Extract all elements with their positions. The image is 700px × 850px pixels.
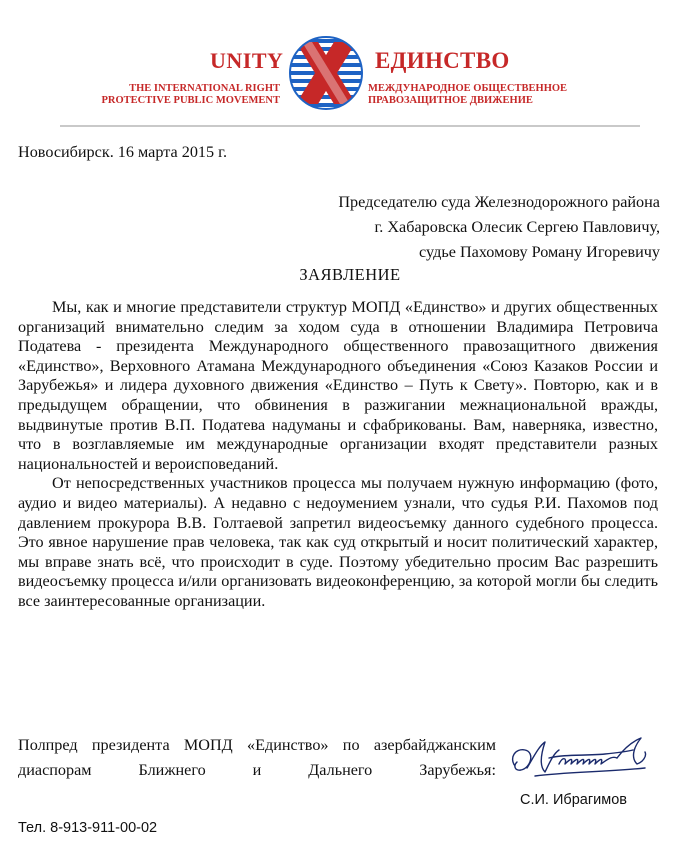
city-date: Новосибирск. 16 марта 2015 г. (18, 143, 228, 161)
addressee-line2: г. Хабаровска Олесик Сергею Павловичу, (374, 218, 660, 236)
brand-name-en: UNITY (210, 48, 284, 73)
closing-block (18, 733, 496, 783)
addressee-line1: Председателю суда Железнодорожного района (338, 193, 660, 211)
signer-name: С.И. Ибрагимов (520, 792, 627, 808)
subtitle-en (80, 83, 280, 107)
subtitle-ru-line2: ПРАВОЗАЩИТНОЕ ДВИЖЕНИЕ (368, 95, 533, 106)
subtitle-en-line2: PROTECTIVE PUBLIC MOVEMENT (101, 95, 280, 106)
closing-line1: Полпред президента МОПД «Единство» по азербайджанским (18, 736, 496, 754)
subtitle-en-line1: THE INTERNATIONAL RIGHT (129, 83, 280, 94)
statement-body (18, 298, 658, 612)
closing-line2: диаспорам Ближнего и Дальнего Зарубежья: (18, 761, 496, 779)
letterhead (60, 0, 640, 127)
addressee-block (240, 190, 660, 265)
paragraph-1: Мы, как и многие представители структур МОПД «Единство» и других общественных организаций внимательно следим за ходом суда в отношении Владимира Петровича Податева - президента Международного общественного правозащитного движения «Единство», Верховного Атамана Международного объединения «Союз Казаков России и Зарубежья» и лидера духовного движения «Единство – Путь к Свету». Повторю, как и в предыдущем обращении, что обвинения в разжигании межнациональной вражды, выдвинутые против В.П. Податева надуманы и сфабрикованы. Вам, наверняка, известно, что в возглавляемые им международные организации входят представители разных национальностей и вероисповеданий. (18, 298, 658, 473)
phone-number: Тел. 8-913-911-00-02 (18, 820, 158, 836)
paragraph-2: От непосредственных участников процесса мы получаем нужную информацию (фото, аудио и видео материалы). А недавно с недоумением узнали, что судья Р.И. Пахомов под давлением прокурора В.В. Голтаевой запретил видеосъемку данного судебного процесса. Это явное нарушение прав человека, так как суд открытый и носит политический характер, мы вправе знать всё, что происходит в суде. Поэтому убедительно просим Вас разрешить видеосъемку процесса и/или организовать видеоконференцию, за которой могли бы следить все заинтересованные организации. (18, 474, 658, 610)
addressee-line3: судье Пахомову Роману Игоревичу (419, 243, 660, 261)
subtitle-ru (368, 83, 608, 107)
document-title: ЗАЯВЛЕНИЕ (299, 265, 401, 284)
brand-name-ru: ЕДИНСТВО (375, 48, 510, 73)
handwritten-signature-icon (505, 728, 655, 788)
subtitle-ru-line1: МЕЖДУНАРОДНОЕ ОБЩЕСТВЕННОЕ (368, 83, 568, 94)
unity-globe-logo-icon (288, 30, 364, 116)
